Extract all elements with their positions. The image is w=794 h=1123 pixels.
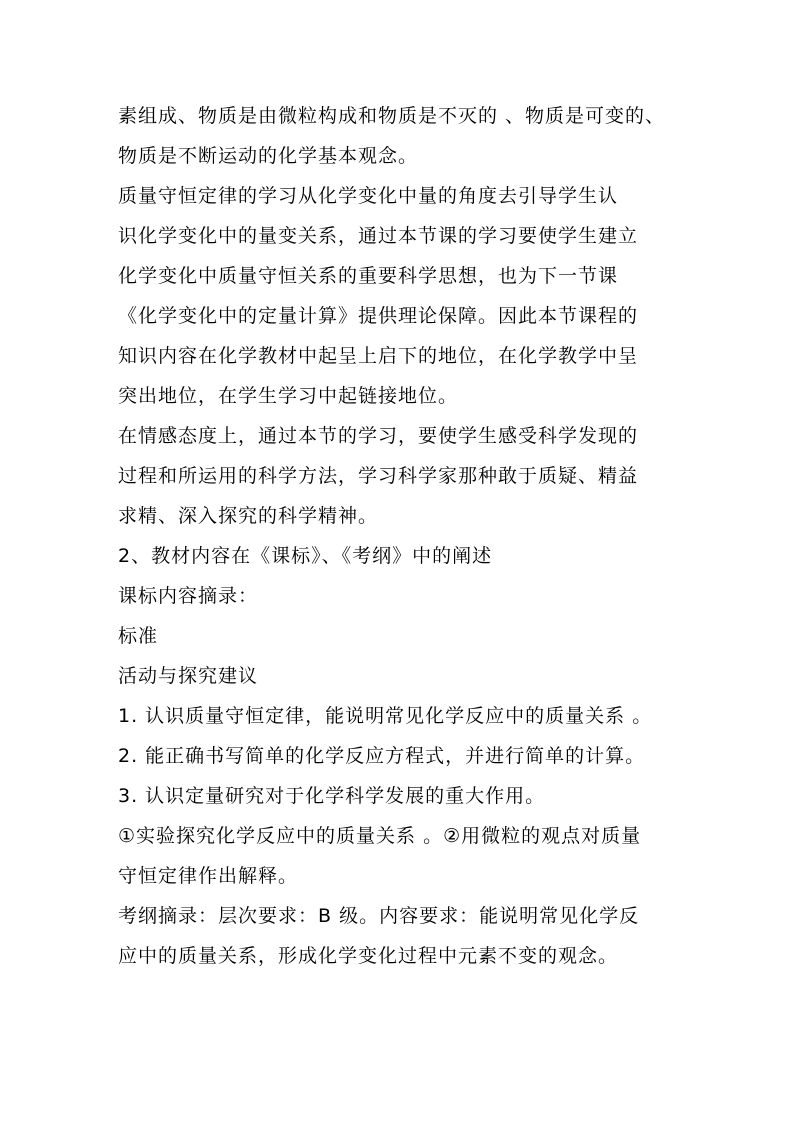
text-line: 化学变化中质量守恒关系的重要科学思想，也为下一节课	[118, 265, 619, 287]
text-line: 标准	[118, 625, 159, 647]
list-item: 2. 能正确书写简单的化学反应方程式，并进行简单的计算。	[118, 745, 646, 767]
section-heading: 2、教材内容在《课标》、《考纲》中的阐述	[118, 545, 493, 567]
text-line: 课标内容摘录：	[118, 585, 259, 607]
text-line: 《化学变化中的定量计算》提供理论保障。因此本节课程的	[118, 305, 639, 327]
text-line: 考纲摘录：层次要求：B 级。内容要求：能说明常见化学反	[118, 905, 640, 927]
document-body	[118, 96, 678, 976]
text-line: 守恒定律作出解释。	[118, 865, 299, 887]
list-item: 1. 认识质量守恒定律，能说明常见化学反应中的质量关系 。	[118, 705, 653, 727]
text-line: 质量守恒定律的学习从化学变化中量的角度去引导学生认	[118, 185, 619, 207]
text-line: 求精、深入探究的科学精神。	[118, 505, 379, 527]
text-line: 活动与探究建议	[118, 665, 259, 687]
text-line: 素组成、物质是由微粒构成和物质是不灭的 、物质是可变的、	[118, 105, 666, 127]
text-line: ①实验探究化学反应中的质量关系 。②用微粒的观点对质量	[118, 825, 642, 847]
list-item: 3. 认识定量研究对于化学科学发展的重大作用。	[118, 785, 546, 807]
text-line: 应中的质量关系，形成化学变化过程中元素不变的观念。	[118, 945, 619, 967]
text-line: 识化学变化中的量变关系，通过本节课的学习要使学生建立	[118, 225, 639, 247]
text-line: 突出地位，在学生学习中起链接地位。	[118, 385, 459, 407]
text-line: 在情感态度上，通过本节的学习，要使学生感受科学发现的	[118, 425, 639, 447]
text-line: 过程和所运用的科学方法，学习科学家那种敢于质疑、精益	[118, 465, 639, 487]
text-line: 物质是不断运动的化学基本观念。	[118, 145, 419, 167]
text-line: 知识内容在化学教材中起呈上启下的地位，在化学教学中呈	[118, 345, 639, 367]
